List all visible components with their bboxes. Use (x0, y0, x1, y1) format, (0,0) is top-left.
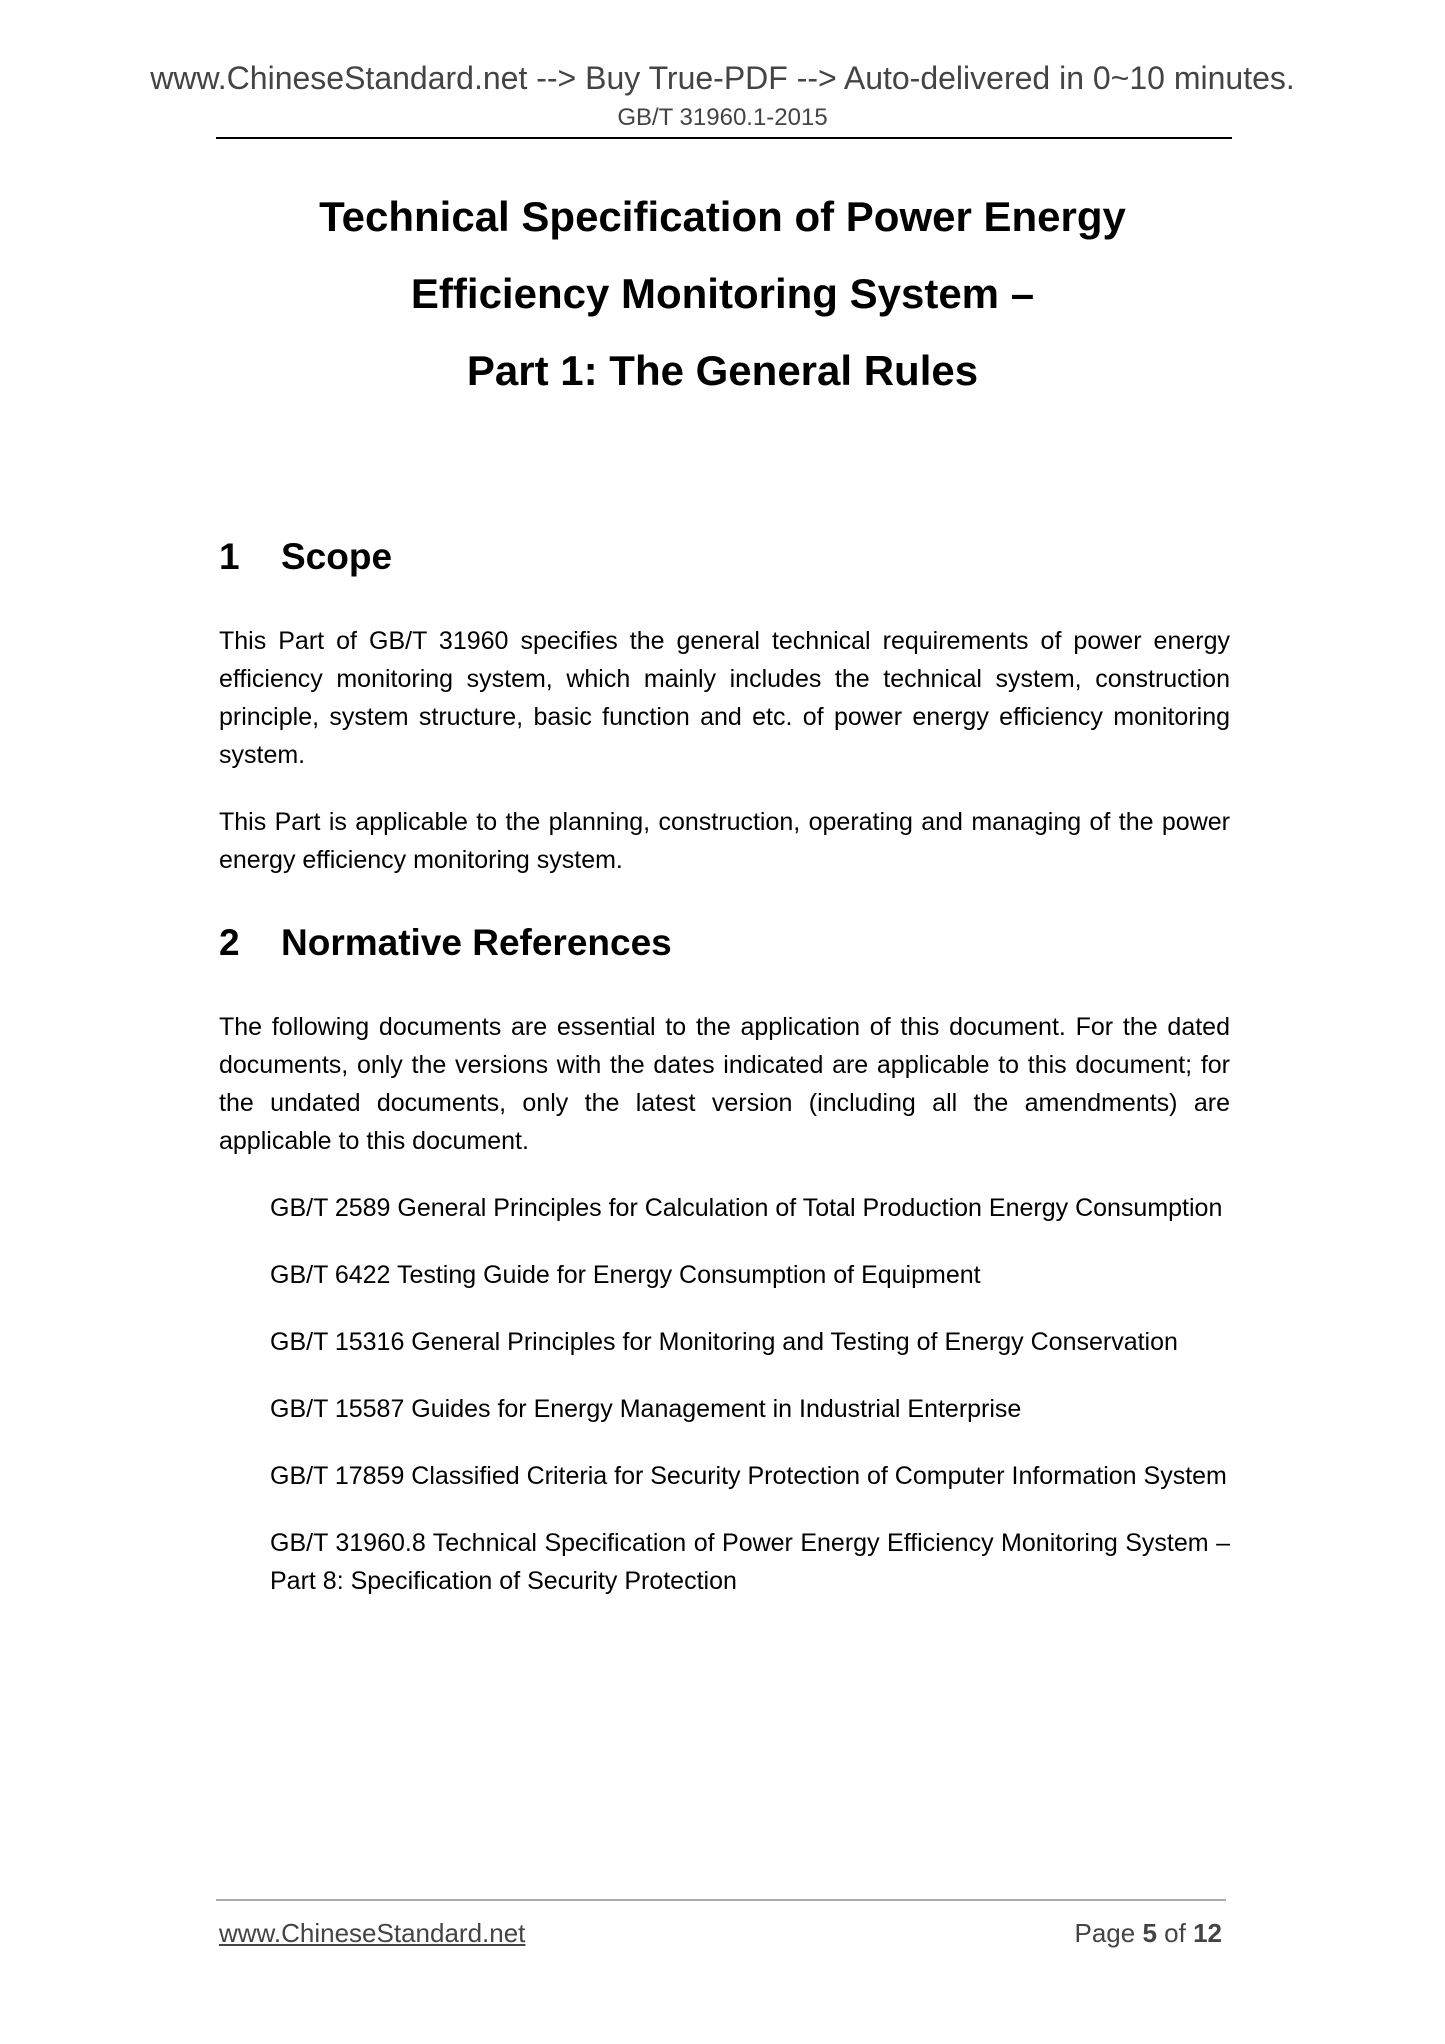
reference-list (219, 1189, 1230, 1600)
reference-item: GB/T 15587 Guides for Energy Management in Industrial Enterprise (270, 1395, 1022, 1423)
section-heading-scope (219, 535, 1230, 579)
page-current: 5 (1142, 1918, 1157, 1948)
reference-item: GB/T 17859 Classified Criteria for Security Protection of Computer Information System (270, 1462, 1227, 1490)
reference-item: GB/T 2589 General Principles for Calculation of Total Production Energy Consumption (270, 1194, 1223, 1222)
reference-item: GB/T 15316 General Principles for Monitoring and Testing of Energy Conservation (270, 1328, 1178, 1356)
scope-paragraph-2: This Part is applicable to the planning, construction, operating and managing of the power energy efficiency monitoring system. (219, 808, 1230, 874)
document-title (0, 178, 1445, 409)
title-line-3: Part 1: The General Rules (466, 347, 979, 394)
page-of: of (1164, 1918, 1186, 1948)
page-prefix: Page (1074, 1918, 1136, 1948)
document-body (219, 535, 1230, 1629)
section-number: 1 (219, 536, 240, 577)
page-total: 12 (1193, 1918, 1222, 1948)
section-title: Normative References (281, 922, 672, 963)
site-banner: www.ChineseStandard.net --> Buy True-PDF --> Auto-delivered in 0~10 minutes. (150, 60, 1295, 96)
section-title: Scope (281, 536, 393, 577)
page-indicator (1074, 1916, 1222, 1950)
standard-code: GB/T 31960.1-2015 (617, 104, 828, 131)
header-divider (216, 137, 1232, 139)
reference-item: GB/T 6422 Testing Guide for Energy Consumption of Equipment (270, 1261, 981, 1289)
title-line-1: Technical Specification of Power Energy (319, 193, 1126, 240)
scope-paragraph-1: This Part of GB/T 31960 specifies the general technical requirements of power energy efficiency monitoring system, which mainly includes the technical system, construction principle, system structure, basic function and etc. of power energy efficiency monitoring system. (219, 627, 1230, 769)
reference-item: GB/T 31960.8 Technical Specification of Power Energy Efficiency Monitoring System – Part 8: Specification of Security Protection (270, 1529, 1230, 1595)
references-intro-paragraph: The following documents are essential to the application of this document. For the dated documents, only the versions with the dates indicated are applicable to this document; for the undated documents, only the latest version (including all the amendments) are applicable to this document. (219, 1013, 1230, 1155)
footer-site-link[interactable]: www.ChineseStandard.net (219, 1918, 526, 1948)
footer-divider (216, 1899, 1226, 1901)
title-line-2: Efficiency Monitoring System – (410, 270, 1035, 317)
section-heading-normative-references (219, 921, 1230, 965)
section-number: 2 (219, 922, 240, 963)
